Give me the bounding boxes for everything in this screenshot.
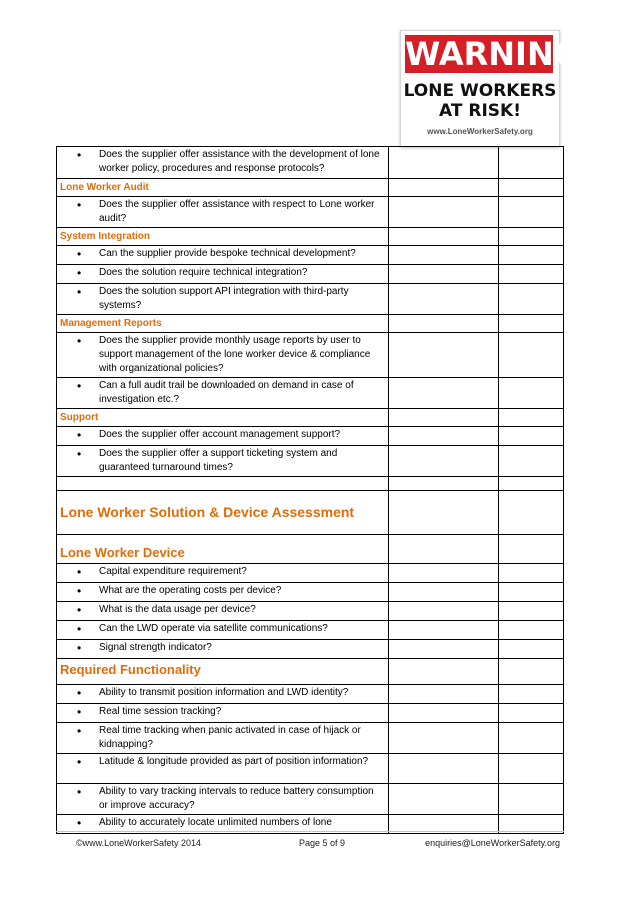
table-row bbox=[57, 427, 564, 446]
table-row bbox=[57, 535, 564, 564]
table-row bbox=[57, 491, 564, 535]
score-cell bbox=[499, 784, 564, 815]
answer-cell bbox=[388, 704, 498, 723]
table-row bbox=[57, 659, 564, 685]
row-text: What is the data usage per device? bbox=[99, 604, 256, 615]
logo-line-2: AT RISK! bbox=[439, 101, 521, 121]
row-text: Signal strength indicator? bbox=[99, 642, 212, 653]
score-cell bbox=[499, 602, 564, 621]
answer-cell bbox=[388, 535, 498, 564]
answer-cell bbox=[388, 409, 498, 427]
row-text: Real time session tracking? bbox=[99, 706, 222, 717]
table-row bbox=[57, 784, 564, 815]
score-cell bbox=[499, 265, 564, 284]
answer-cell bbox=[388, 197, 498, 228]
row-text: Can a full audit trail be downloaded on demand in case of investigation etc.? bbox=[99, 380, 354, 405]
table-row bbox=[57, 197, 564, 228]
bullet-icon bbox=[77, 686, 99, 702]
table-row bbox=[57, 564, 564, 583]
bullet-icon bbox=[77, 285, 99, 313]
score-cell bbox=[499, 685, 564, 704]
logo-line-1: LONE WORKERS bbox=[403, 81, 557, 101]
score-cell bbox=[499, 378, 564, 409]
row-text: Does the supplier provide monthly usage reports by user to support management of the lone worker device & compliance with organizational policies? bbox=[99, 335, 371, 374]
answer-cell bbox=[388, 284, 498, 315]
bullet-icon bbox=[77, 755, 99, 771]
warning-logo bbox=[400, 30, 580, 147]
score-cell bbox=[499, 427, 564, 446]
row-text: Does the solution support API integration with third-party systems? bbox=[99, 286, 349, 311]
page-footer bbox=[56, 831, 564, 848]
row-text: Ability to accurately locate unlimited numbers of lone bbox=[99, 817, 332, 828]
bullet-icon bbox=[77, 247, 99, 263]
row-text: Ability to vary tracking intervals to reduce battery consumption or improve accuracy? bbox=[99, 786, 374, 811]
table-row bbox=[57, 621, 564, 640]
answer-cell bbox=[388, 784, 498, 815]
bullet-icon bbox=[77, 198, 99, 226]
score-cell bbox=[499, 659, 564, 685]
score-cell bbox=[499, 640, 564, 659]
score-cell bbox=[499, 284, 564, 315]
answer-cell bbox=[388, 246, 498, 265]
answer-cell bbox=[388, 564, 498, 583]
score-cell bbox=[499, 409, 564, 427]
footer-copyright: ©www.LoneWorkerSafety 2014 bbox=[76, 838, 202, 848]
score-cell bbox=[499, 723, 564, 754]
score-cell bbox=[499, 583, 564, 602]
row-text: Does the solution require technical integration? bbox=[99, 267, 308, 278]
bullet-icon bbox=[77, 565, 99, 581]
table-row bbox=[57, 602, 564, 621]
major-heading: Lone Worker Solution & Device Assessment bbox=[60, 504, 355, 520]
bullet-icon bbox=[77, 785, 99, 813]
answer-cell bbox=[388, 583, 498, 602]
answer-cell bbox=[388, 265, 498, 284]
answer-cell bbox=[388, 754, 498, 784]
table-row bbox=[57, 246, 564, 265]
answer-cell bbox=[388, 228, 498, 246]
row-text: Latitude & longitude provided as part of position information? bbox=[99, 756, 369, 767]
score-cell bbox=[499, 491, 564, 535]
answer-cell bbox=[388, 315, 498, 333]
answer-cell bbox=[388, 723, 498, 754]
bullet-icon bbox=[77, 334, 99, 376]
footer-email: enquiries@LoneWorkerSafety.org bbox=[425, 838, 560, 848]
bullet-icon bbox=[77, 428, 99, 444]
table-row bbox=[57, 685, 564, 704]
answer-cell bbox=[388, 427, 498, 446]
table-row bbox=[57, 446, 564, 477]
score-cell bbox=[499, 564, 564, 583]
bullet-icon bbox=[77, 622, 99, 638]
answer-cell bbox=[388, 147, 498, 179]
score-cell bbox=[499, 147, 564, 179]
answer-cell bbox=[388, 640, 498, 659]
answer-cell bbox=[388, 446, 498, 477]
score-cell bbox=[499, 704, 564, 723]
logo-url: www.LoneWorkerSafety.org bbox=[427, 127, 533, 136]
answer-cell bbox=[388, 621, 498, 640]
logo-banner: WARNING bbox=[405, 35, 580, 73]
answer-cell bbox=[388, 659, 498, 685]
bullet-icon bbox=[77, 816, 99, 832]
table-row bbox=[57, 640, 564, 659]
footer-page-number: Page 5 of 9 bbox=[299, 838, 346, 848]
row-text: Ability to transmit position information and LWD identity? bbox=[99, 687, 349, 698]
subsection-heading: Required Functionality bbox=[60, 662, 201, 677]
row-text: What are the operating costs per device? bbox=[99, 585, 282, 596]
table-row bbox=[57, 265, 564, 284]
answer-cell bbox=[388, 179, 498, 197]
score-cell bbox=[499, 246, 564, 265]
table-row bbox=[57, 583, 564, 602]
score-cell bbox=[499, 446, 564, 477]
bullet-icon bbox=[77, 584, 99, 600]
row-text: Does the supplier offer assistance with the development of lone worker policy, procedures and response protocols? bbox=[99, 149, 380, 174]
subsection-heading: Lone Worker Device bbox=[60, 545, 185, 560]
answer-cell bbox=[388, 685, 498, 704]
row-text: Capital expenditure requirement? bbox=[99, 566, 247, 577]
row-text: Does the supplier offer account management support? bbox=[99, 429, 341, 440]
score-cell bbox=[499, 535, 564, 564]
bullet-icon bbox=[77, 603, 99, 619]
table-row bbox=[57, 704, 564, 723]
row-text: Does the supplier offer assistance with respect to Lone worker audit? bbox=[99, 199, 375, 224]
table-row bbox=[57, 333, 564, 378]
section-heading: Support bbox=[60, 412, 99, 423]
table-row bbox=[57, 228, 564, 246]
table-row bbox=[57, 315, 564, 333]
answer-cell bbox=[388, 491, 498, 535]
section-heading: Management Reports bbox=[60, 318, 162, 329]
bullet-icon bbox=[77, 379, 99, 407]
assessment-table bbox=[56, 146, 564, 834]
score-cell bbox=[499, 333, 564, 378]
row-text: Does the supplier offer a support ticketing system and guaranteed turnaround times? bbox=[99, 448, 338, 473]
row-text: Can the LWD operate via satellite communications? bbox=[99, 623, 328, 634]
bullet-icon bbox=[77, 641, 99, 657]
table-row bbox=[57, 723, 564, 754]
answer-cell bbox=[388, 333, 498, 378]
score-cell bbox=[499, 315, 564, 333]
score-cell bbox=[499, 754, 564, 784]
bullet-icon bbox=[77, 705, 99, 721]
table-row bbox=[57, 378, 564, 409]
bullet-icon bbox=[77, 148, 99, 176]
table-row bbox=[57, 179, 564, 197]
bullet-icon bbox=[77, 266, 99, 282]
answer-cell bbox=[388, 477, 498, 491]
table-row bbox=[57, 409, 564, 427]
table-row-empty bbox=[57, 477, 564, 491]
score-cell bbox=[499, 228, 564, 246]
bullet-icon bbox=[77, 447, 99, 475]
score-cell bbox=[499, 477, 564, 491]
score-cell bbox=[499, 197, 564, 228]
score-cell bbox=[499, 621, 564, 640]
row-text: Can the supplier provide bespoke technical development? bbox=[99, 248, 356, 259]
table-row bbox=[57, 147, 564, 179]
bullet-icon bbox=[77, 724, 99, 752]
score-cell bbox=[499, 179, 564, 197]
table-row bbox=[57, 284, 564, 315]
table-row bbox=[57, 754, 564, 784]
answer-cell bbox=[388, 378, 498, 409]
answer-cell bbox=[388, 602, 498, 621]
row-text: Real time tracking when panic activated in case of hijack or kidnapping? bbox=[99, 725, 361, 750]
section-heading: Lone Worker Audit bbox=[60, 182, 149, 193]
section-heading: System Integration bbox=[60, 231, 151, 242]
